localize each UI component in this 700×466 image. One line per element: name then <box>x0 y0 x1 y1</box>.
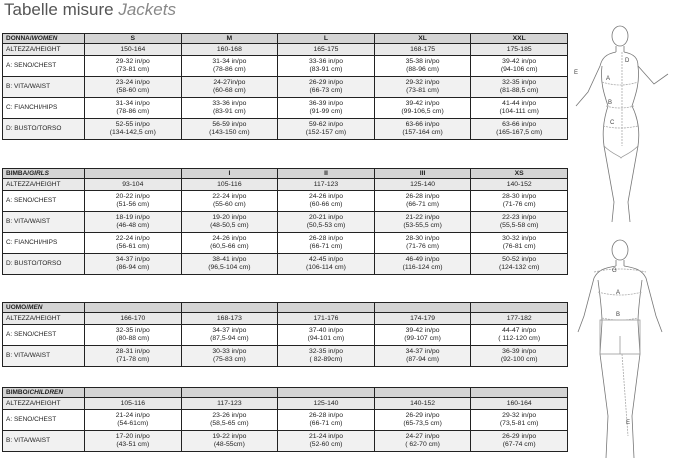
measure-cell: 63-66 in/po (165-167,5 cm) <box>471 119 568 140</box>
table-row <box>3 119 568 140</box>
measure-cell: 41-44 in/po (104-111 cm) <box>471 98 568 119</box>
measure-cell: 26-28 in/po (66-71 cm) <box>278 410 375 431</box>
measure-cell: 26-29 in/po (67-74 cm) <box>471 431 568 452</box>
measure-cell: 32-35 in/po (81-88,5 cm) <box>471 77 568 98</box>
table-header-row <box>3 388 568 398</box>
title-main: Tabelle misure <box>4 0 114 19</box>
row-label: A: SENO/CHEST <box>3 410 85 431</box>
row-label: A: SENO/CHEST <box>3 191 85 212</box>
table-header-row <box>3 34 568 44</box>
measure-cell: 39-42 in/po (99-106,5 cm) <box>374 98 471 119</box>
height-cell: 140-152 <box>374 398 471 410</box>
row-label: B: VITA/WAIST <box>3 431 85 452</box>
measure-cell: 30-33 in/po (75-83 cm) <box>181 346 278 367</box>
measure-cell: 29-32 in/po (73-81 cm) <box>374 77 471 98</box>
row-label: D: BUSTO/TORSO <box>3 254 85 275</box>
measure-cell: 24-26 in/po (60-66 cm) <box>278 191 375 212</box>
measure-cell: 20-22 in/po (51-56 cm) <box>85 191 182 212</box>
measure-cell: 44-47 in/po ( 112-120 cm) <box>471 325 568 346</box>
measure-cell: 50-52 in/po (124-132 cm) <box>471 254 568 275</box>
height-cell: 168-173 <box>181 313 278 325</box>
size-header: III <box>374 169 471 179</box>
measure-cell: 26-28 in/po (66-71 cm) <box>278 233 375 254</box>
table-row <box>3 98 568 119</box>
measure-cell: 56-59 in/po (143-150 cm) <box>181 119 278 140</box>
table-row <box>3 346 568 367</box>
measure-cell: 38-41 in/po (96,5-104 cm) <box>181 254 278 275</box>
table-row <box>3 431 568 452</box>
height-cell: 160-164 <box>471 398 568 410</box>
measure-cell: 31-34 in/po (78-86 cm) <box>181 56 278 77</box>
height-cell: 105-116 <box>181 179 278 191</box>
measure-cell: 24-27 in/po ( 62-70 cm) <box>374 431 471 452</box>
height-cell: 171-176 <box>278 313 375 325</box>
table-row <box>3 254 568 275</box>
size-header <box>181 303 278 313</box>
table-row <box>3 325 568 346</box>
figure-label-b: B <box>616 312 621 318</box>
height-cell: 160-168 <box>181 44 278 56</box>
measure-cell: 35-38 in/po (88-96 cm) <box>374 56 471 77</box>
table-row <box>3 233 568 254</box>
size-header: II <box>278 169 375 179</box>
row-label: A: SENO/CHEST <box>3 56 85 77</box>
table-header-row <box>3 303 568 313</box>
height-cell: 117-123 <box>181 398 278 410</box>
measure-cell: 28-30 in/po (71-76 cm) <box>374 233 471 254</box>
height-cell: 150-164 <box>85 44 182 56</box>
height-cell: 105-116 <box>85 398 182 410</box>
measure-cell: 29-32 in/po (73-81 cm) <box>85 56 182 77</box>
size-header: I <box>181 169 278 179</box>
figure-label-d: D <box>625 58 630 64</box>
height-row <box>3 398 568 410</box>
height-cell: 125-140 <box>374 179 471 191</box>
height-cell: 93-104 <box>85 179 182 191</box>
measure-cell: 52-55 in/po (134-142,5 cm) <box>85 119 182 140</box>
height-row <box>3 313 568 325</box>
measure-cell: 28-31 in/po (71-78 cm) <box>85 346 182 367</box>
measure-cell: 26-28 in/po (66-71 cm) <box>374 191 471 212</box>
row-label: ALTEZZA/HEIGHT <box>3 313 85 325</box>
size-header: XL <box>374 34 471 44</box>
measure-cell: 36-39 in/po (92-100 cm) <box>471 346 568 367</box>
measure-cell: 18-19 in/po (46-48 cm) <box>85 212 182 233</box>
measure-cell: 22-23 in/po (55,5-58 cm) <box>471 212 568 233</box>
women-size-table <box>2 33 568 140</box>
measure-cell: 17-20 in/po (43-51 cm) <box>85 431 182 452</box>
size-header <box>374 303 471 313</box>
table-row <box>3 77 568 98</box>
measure-cell: 34-37 in/po (86-94 cm) <box>85 254 182 275</box>
size-header: XS <box>471 169 568 179</box>
measure-cell: 36-39 in/po (91-99 cm) <box>278 98 375 119</box>
table-row <box>3 56 568 77</box>
measure-cell: 23-24 in/po (58-60 cm) <box>85 77 182 98</box>
measure-cell: 19-20 in/po (48-50,5 cm) <box>181 212 278 233</box>
row-label: C: FIANCHI/HIPS <box>3 233 85 254</box>
size-header <box>471 388 568 398</box>
height-cell: 175-185 <box>471 44 568 56</box>
size-header: L <box>278 34 375 44</box>
size-header <box>85 169 182 179</box>
measure-cell: 32-35 in/po (80-88 cm) <box>85 325 182 346</box>
measure-cell: 26-29 in/po (65-73,5 cm) <box>374 410 471 431</box>
height-cell: 177-182 <box>471 313 568 325</box>
measure-cell: 33-36 in/po (83-91 cm) <box>278 56 375 77</box>
measure-cell: 33-36 in/po (83-91 cm) <box>181 98 278 119</box>
size-header: M <box>181 34 278 44</box>
height-cell: 166-170 <box>85 313 182 325</box>
measure-cell: 22-24 in/po (56-61 cm) <box>85 233 182 254</box>
size-header <box>85 388 182 398</box>
table-row <box>3 410 568 431</box>
page-title <box>4 0 176 20</box>
measure-cell: 34-37 in/po (87,5-94 cm) <box>181 325 278 346</box>
group-label: BIMBO/CHILDREN <box>3 388 85 398</box>
height-cell: 165-175 <box>278 44 375 56</box>
measure-cell: 63-66 in/po (157-164 cm) <box>374 119 471 140</box>
size-header: XXL <box>471 34 568 44</box>
measure-cell: 46-49 in/po (116-124 cm) <box>374 254 471 275</box>
size-header <box>85 303 182 313</box>
children-size-table <box>2 387 568 452</box>
size-header: S <box>85 34 182 44</box>
figure-label-g: G <box>612 268 617 274</box>
size-header <box>278 388 375 398</box>
measure-cell: 34-37 in/po (87-94 cm) <box>374 346 471 367</box>
measure-cell: 24-27in/po (60-68 cm) <box>181 77 278 98</box>
group-label: UOMO/MEN <box>3 303 85 313</box>
measure-cell: 42-45 in/po (106-114 cm) <box>278 254 375 275</box>
height-cell: 125-140 <box>278 398 375 410</box>
man-measurement-figure <box>568 236 698 464</box>
measure-cell: 19-22 in/po (48-55cm) <box>181 431 278 452</box>
table-header-row <box>3 169 568 179</box>
measure-cell: 24-26 in/po (60,5-66 cm) <box>181 233 278 254</box>
measure-cell: 21-24 in/po (54-61cm) <box>85 410 182 431</box>
figure-label-b: B <box>608 100 613 106</box>
height-cell: 140-152 <box>471 179 568 191</box>
measure-cell: 29-32 in/po (73,5-81 cm) <box>471 410 568 431</box>
row-label: B: VITA/WAIST <box>3 77 85 98</box>
measure-cell: 23-26 in/po (58,5-65 cm) <box>181 410 278 431</box>
figure-label-a: A <box>606 76 611 82</box>
figure-label-a: A <box>616 290 621 296</box>
row-label: ALTEZZA/HEIGHT <box>3 179 85 191</box>
measure-cell: 21-24 in/po (52-60 cm) <box>278 431 375 452</box>
figure-label-c: C <box>610 120 615 126</box>
figure-label-e: E <box>574 70 579 76</box>
measure-cell: 26-29 in/po (66-73 cm) <box>278 77 375 98</box>
height-row <box>3 179 568 191</box>
girls-size-table <box>2 168 568 275</box>
men-size-table <box>2 302 568 367</box>
measure-cell: 20-21 in/po (50,5-53 cm) <box>278 212 375 233</box>
measure-cell: 31-34 in/po (78-86 cm) <box>85 98 182 119</box>
row-label: A: SENO/CHEST <box>3 325 85 346</box>
measure-cell: 28-30 in/po (71-76 cm) <box>471 191 568 212</box>
group-label: DONNA/WOMEN <box>3 34 85 44</box>
row-label: C: FIANCHI/HIPS <box>3 98 85 119</box>
group-label: BIMBA/GIRLS <box>3 169 85 179</box>
table-row <box>3 212 568 233</box>
row-label: ALTEZZA/HEIGHT <box>3 398 85 410</box>
height-cell: 174-179 <box>374 313 471 325</box>
measure-cell: 39-42 in/po (94-106 cm) <box>471 56 568 77</box>
title-sub: Jackets <box>118 0 176 19</box>
row-label: ALTEZZA/HEIGHT <box>3 44 85 56</box>
measure-cell: 39-42 in/po (99-107 cm) <box>374 325 471 346</box>
size-header <box>471 303 568 313</box>
measure-cell: 21-22 in/po (53-55,5 cm) <box>374 212 471 233</box>
row-label: B: VITA/WAIST <box>3 212 85 233</box>
figure-label-e: E <box>626 420 631 426</box>
height-row <box>3 44 568 56</box>
row-label: B: VITA/WAIST <box>3 346 85 367</box>
measure-cell: 37-40 in/po (94-101 cm) <box>278 325 375 346</box>
woman-measurement-figure <box>568 22 698 232</box>
measure-cell: 30-32 in/po (76-81 cm) <box>471 233 568 254</box>
table-row <box>3 191 568 212</box>
measure-cell: 32-35 in/po ( 82-89cm) <box>278 346 375 367</box>
height-cell: 117-123 <box>278 179 375 191</box>
size-header <box>181 388 278 398</box>
size-header <box>374 388 471 398</box>
row-label: D: BUSTO/TORSO <box>3 119 85 140</box>
measure-cell: 59-62 in/po (152-157 cm) <box>278 119 375 140</box>
size-header <box>278 303 375 313</box>
height-cell: 168-175 <box>374 44 471 56</box>
measure-cell: 22-24 in/po (55-60 cm) <box>181 191 278 212</box>
